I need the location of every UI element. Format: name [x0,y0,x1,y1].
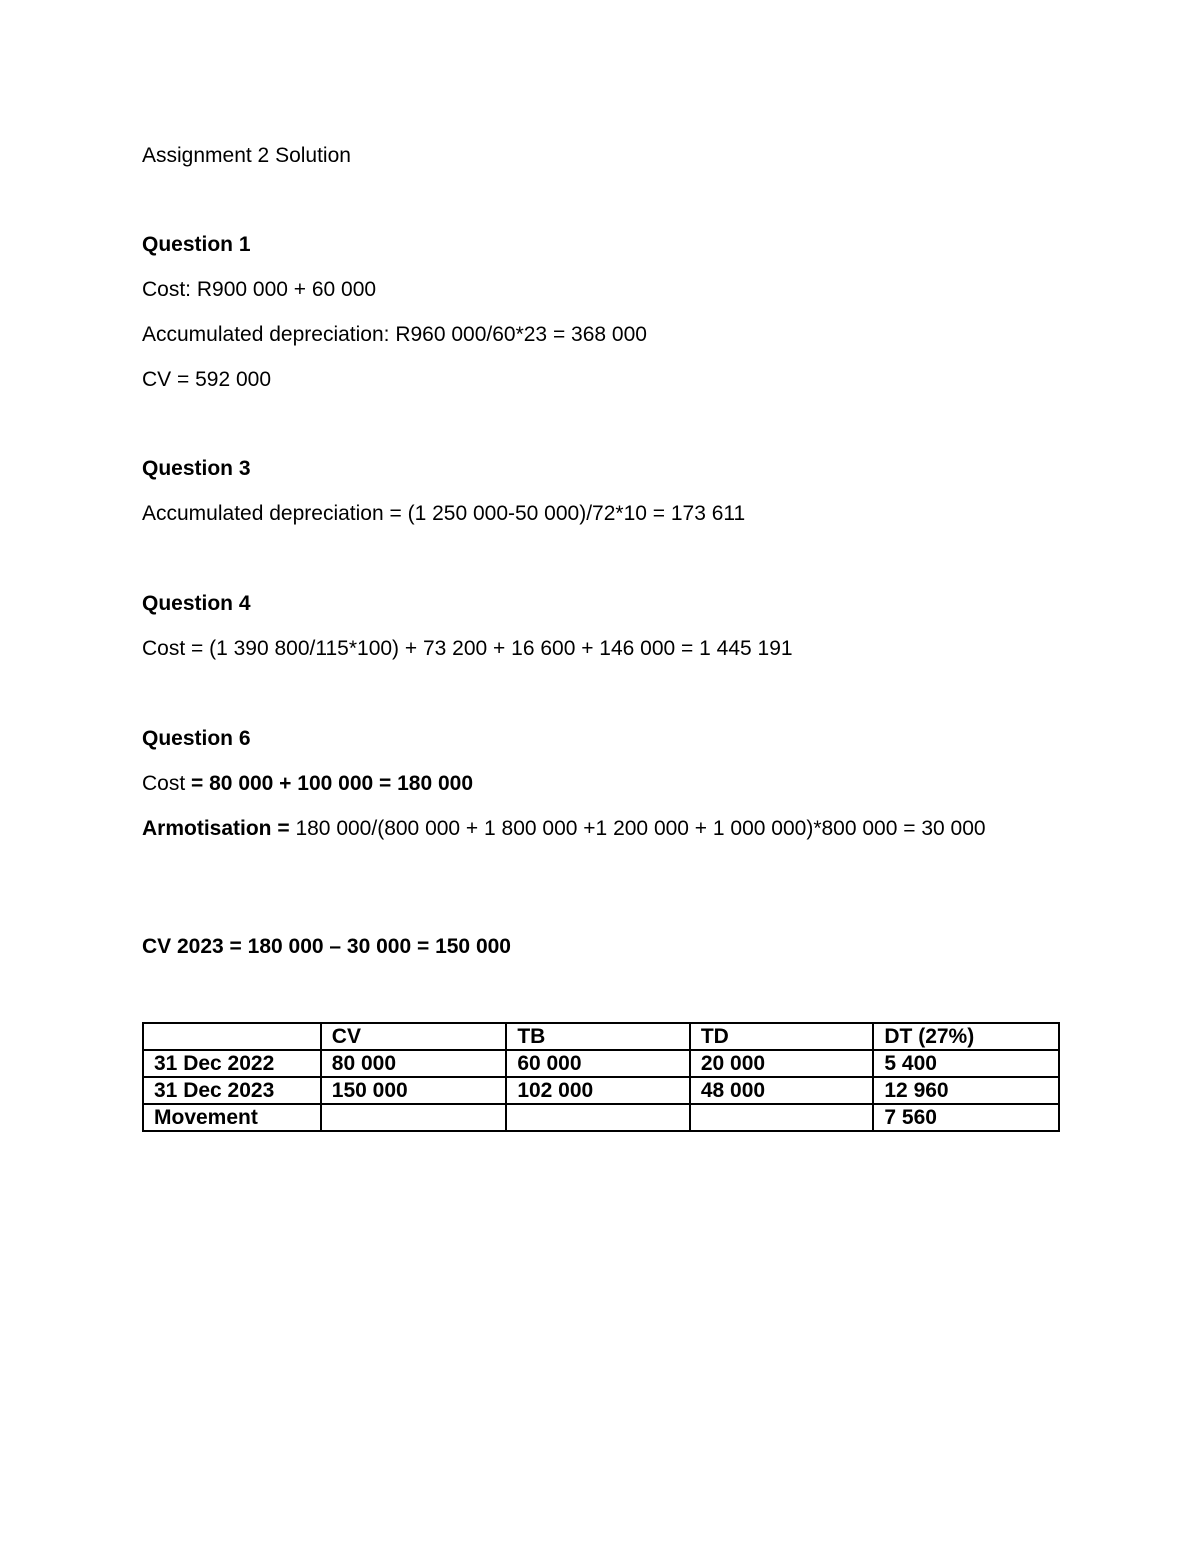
question-6-amortisation [142,815,1052,843]
table-cell: 60 000 [506,1050,690,1077]
table-cell: 5 400 [873,1050,1059,1077]
question-4-cost: Cost = (1 390 800/115*100) + 73 200 + 16 600 + 146 000 = 1 445 191 [142,637,793,660]
table-cell: 31 Dec 2022 [143,1050,321,1077]
table-cell: 7 560 [873,1104,1059,1131]
table-cell [506,1104,690,1131]
table-header-cell: TB [506,1023,690,1050]
table-header-cell: CV [321,1023,507,1050]
table-cell: 12 960 [873,1077,1059,1104]
table-header-cell [143,1023,321,1050]
table-cell: 80 000 [321,1050,507,1077]
table-cell [690,1104,874,1131]
question-1-carrying-value: CV = 592 000 [142,368,272,391]
question-6-carrying-value-2023: CV 2023 = 180 000 – 30 000 = 150 000 [142,935,511,958]
question-4-heading: Question 4 [142,592,251,615]
table-cell [321,1104,507,1131]
question-1-cost: Cost: R900 000 + 60 000 [142,278,377,301]
question-1-heading: Question 1 [142,233,251,256]
document-title: Assignment 2 Solution [142,144,351,167]
table-row [143,1104,1059,1131]
table-header-row [143,1023,1059,1050]
table-cell: 102 000 [506,1077,690,1104]
question-6-amortisation-value: 180 000/(800 000 + 1 800 000 +1 200 000 + 1 000 000)*800 000 = 30 000 [295,817,986,840]
question-3-heading: Question 3 [142,457,251,480]
question-6-amortisation-label: Armotisation = [142,817,296,840]
table-cell: Movement [143,1104,321,1131]
table-header-cell: DT (27%) [873,1023,1059,1050]
question-1-accumulated-depreciation: Accumulated depreciation: R960 000/60*23 = 368 000 [142,323,647,346]
table-cell: 48 000 [690,1077,874,1104]
table-cell: 31 Dec 2023 [143,1077,321,1104]
question-6-cost-label: Cost [142,772,186,795]
table-cell: 150 000 [321,1077,507,1104]
question-6-cost [142,770,473,798]
question-6-cost-value: = 80 000 + 100 000 = 180 000 [185,772,474,795]
table-row [143,1050,1059,1077]
table-cell: 20 000 [690,1050,874,1077]
table-row [143,1077,1059,1104]
question-3-accumulated-depreciation: Accumulated depreciation = (1 250 000-50 000)/72*10 = 173 611 [142,502,746,525]
deferred-tax-table [142,1022,1060,1132]
question-6-heading: Question 6 [142,727,251,750]
table-header-cell: TD [690,1023,874,1050]
